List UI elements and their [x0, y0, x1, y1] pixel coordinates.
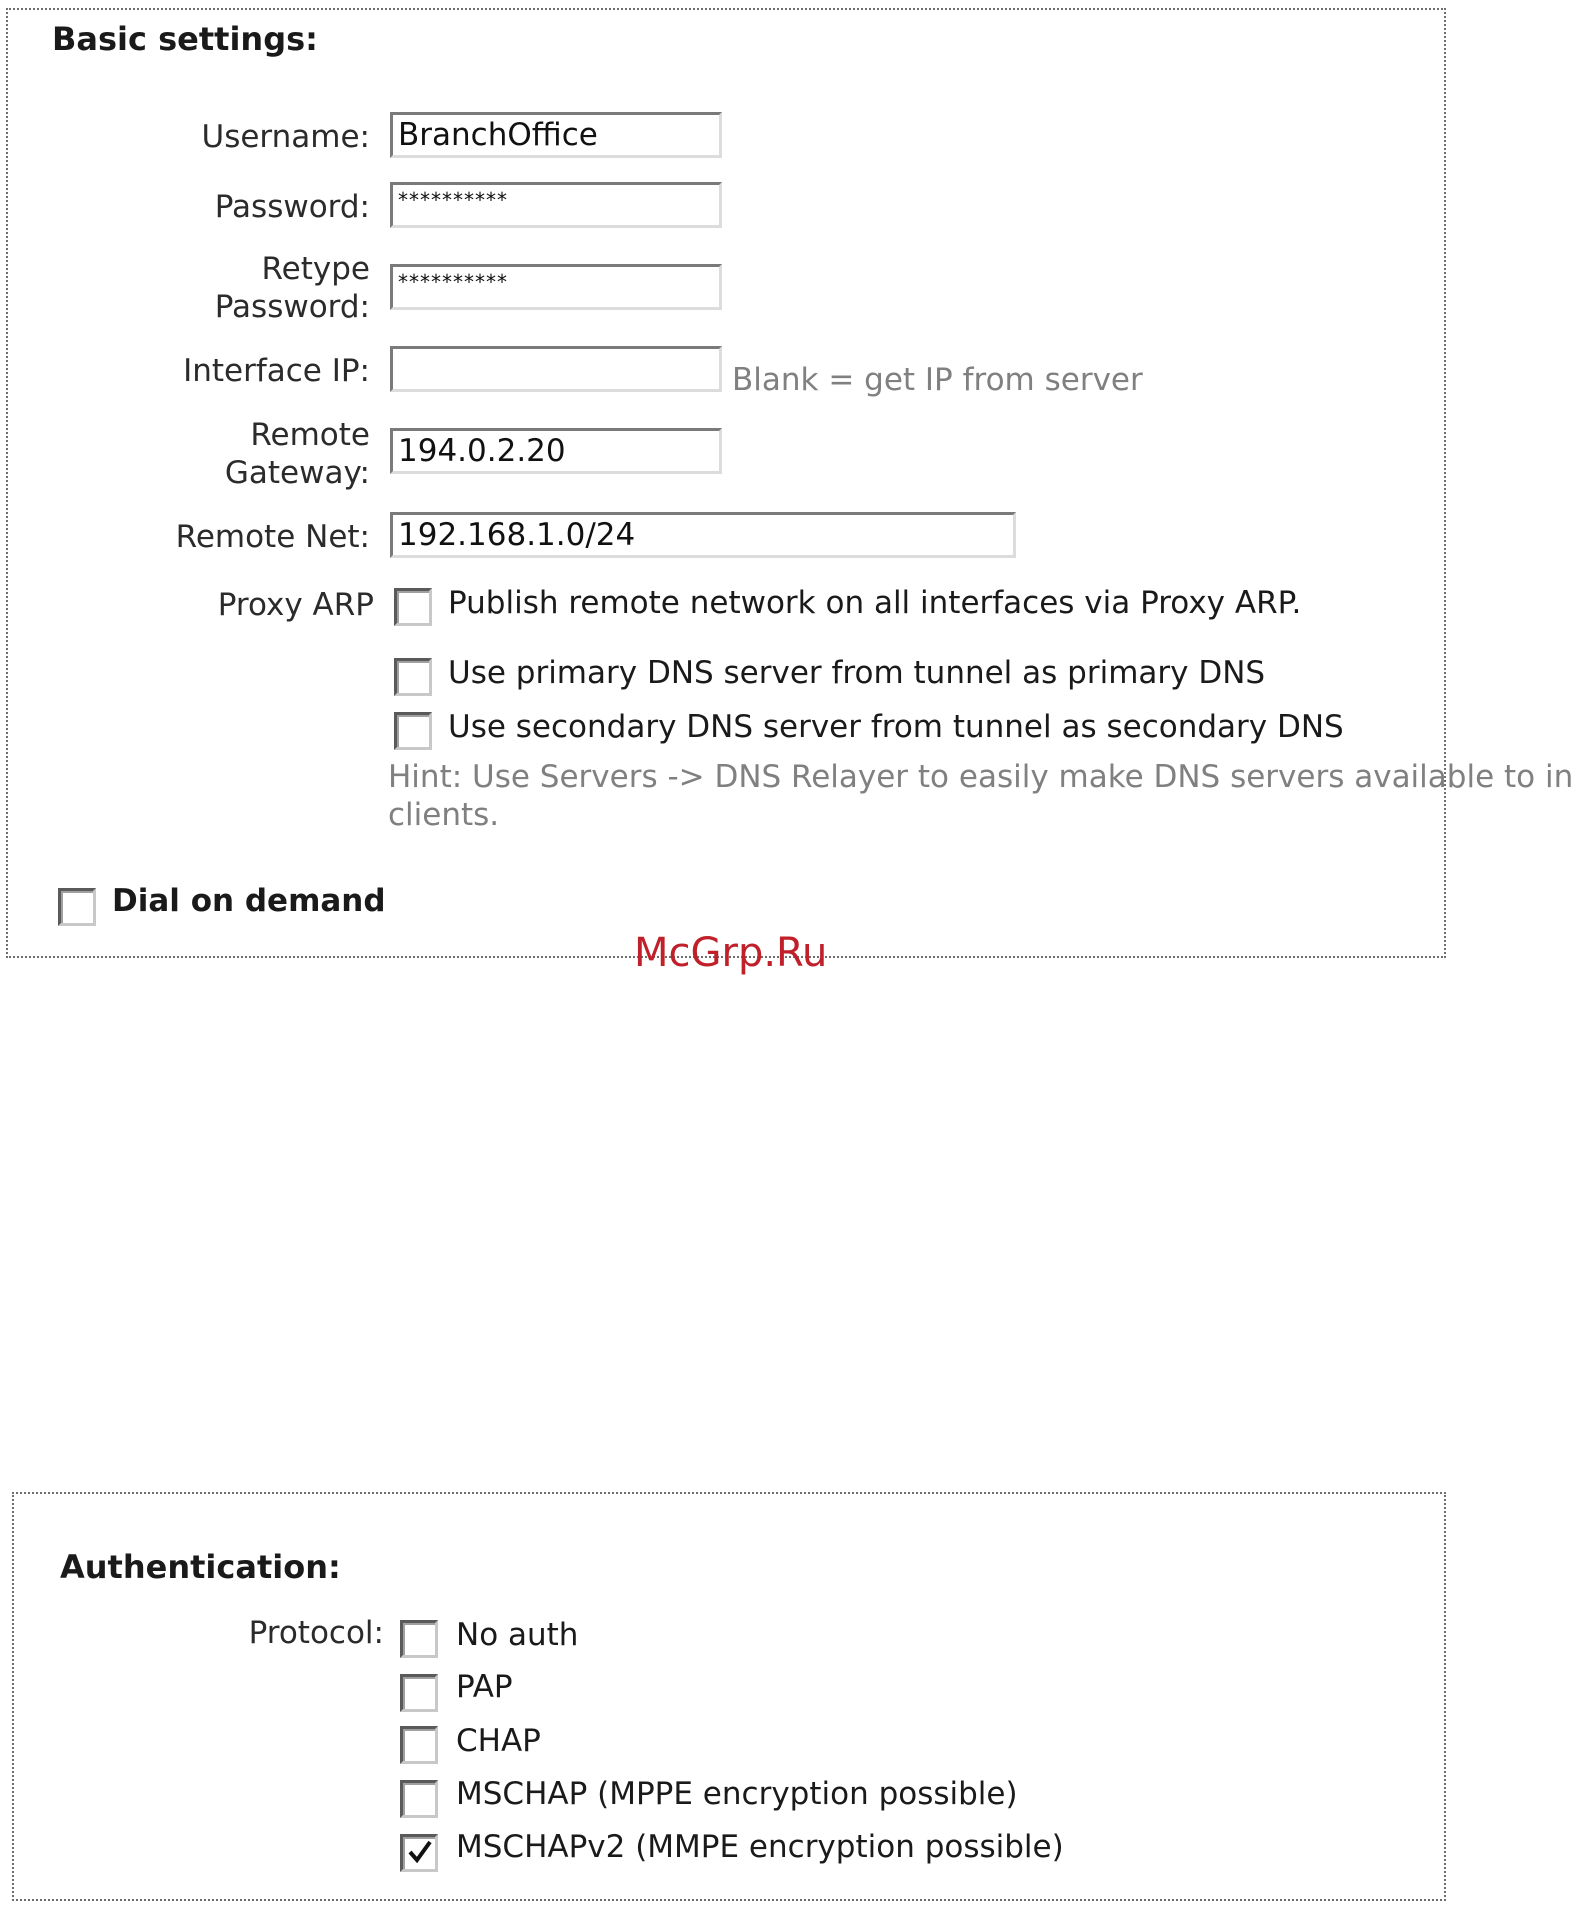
interface-ip-hint: Blank = get IP from server — [732, 362, 1143, 398]
remote-gateway-label-line1: Remote — [250, 417, 370, 453]
primary-dns-checkbox[interactable] — [394, 658, 432, 696]
secondary-dns-checkbox[interactable] — [394, 712, 432, 750]
password-label: Password: — [214, 189, 370, 225]
dns-hint-line1: Hint: Use Servers -> DNS Relayer to easily make DNS servers available to in — [388, 759, 1573, 795]
mschap-label: MSCHAP (MPPE encryption possible) — [456, 1776, 1018, 1812]
password-input[interactable]: ********** — [390, 182, 722, 228]
retype-password-label-line2: Password: — [214, 289, 370, 325]
primary-dns-option-label: Use primary DNS server from tunnel as primary DNS — [448, 655, 1266, 691]
remote-gateway-input[interactable]: 194.0.2.20 — [390, 428, 722, 474]
secondary-dns-option-label: Use secondary DNS server from tunnel as secondary DNS — [448, 709, 1344, 745]
retype-password-input[interactable]: ********** — [390, 264, 722, 310]
username-input[interactable]: BranchOffice — [390, 112, 722, 158]
proxy-arp-label: Proxy ARP — [217, 587, 374, 623]
interface-ip-label: Interface IP: — [183, 353, 370, 389]
interface-ip-input[interactable] — [390, 346, 722, 392]
basic-settings-title: Basic settings: — [52, 20, 318, 58]
mschapv2-label: MSCHAPv2 (MMPE encryption possible) — [456, 1829, 1064, 1865]
pap-label: PAP — [456, 1669, 513, 1705]
basic-settings-panel — [6, 8, 1573, 958]
no-auth-label: No auth — [456, 1617, 579, 1653]
no-auth-checkbox[interactable] — [400, 1620, 438, 1658]
mschapv2-checkbox[interactable] — [400, 1834, 438, 1872]
authentication-title: Authentication: — [60, 1548, 341, 1586]
proxy-arp-option-label: Publish remote network on all interfaces via Proxy ARP. — [448, 585, 1302, 621]
retype-password-label-line1: Retype — [261, 251, 370, 287]
username-label: Username: — [201, 119, 370, 155]
proxy-arp-checkbox[interactable] — [394, 588, 432, 626]
dial-on-demand-checkbox[interactable] — [58, 888, 96, 926]
mschap-checkbox[interactable] — [400, 1780, 438, 1818]
remote-net-input[interactable]: 192.168.1.0/24 — [390, 512, 1016, 558]
remote-net-label: Remote Net: — [175, 519, 370, 555]
authentication-panel — [12, 1492, 1446, 1901]
chap-label: CHAP — [456, 1723, 541, 1759]
dns-hint-line2: clients. — [388, 797, 500, 833]
pap-checkbox[interactable] — [400, 1674, 438, 1712]
remote-gateway-label-line2: Gateway: — [224, 455, 370, 491]
dial-on-demand-label: Dial on demand — [112, 883, 386, 919]
checkmark-icon — [406, 1838, 434, 1866]
watermark-text: McGrp.Ru — [634, 930, 828, 976]
chap-checkbox[interactable] — [400, 1726, 438, 1764]
protocol-label: Protocol: — [248, 1615, 384, 1651]
